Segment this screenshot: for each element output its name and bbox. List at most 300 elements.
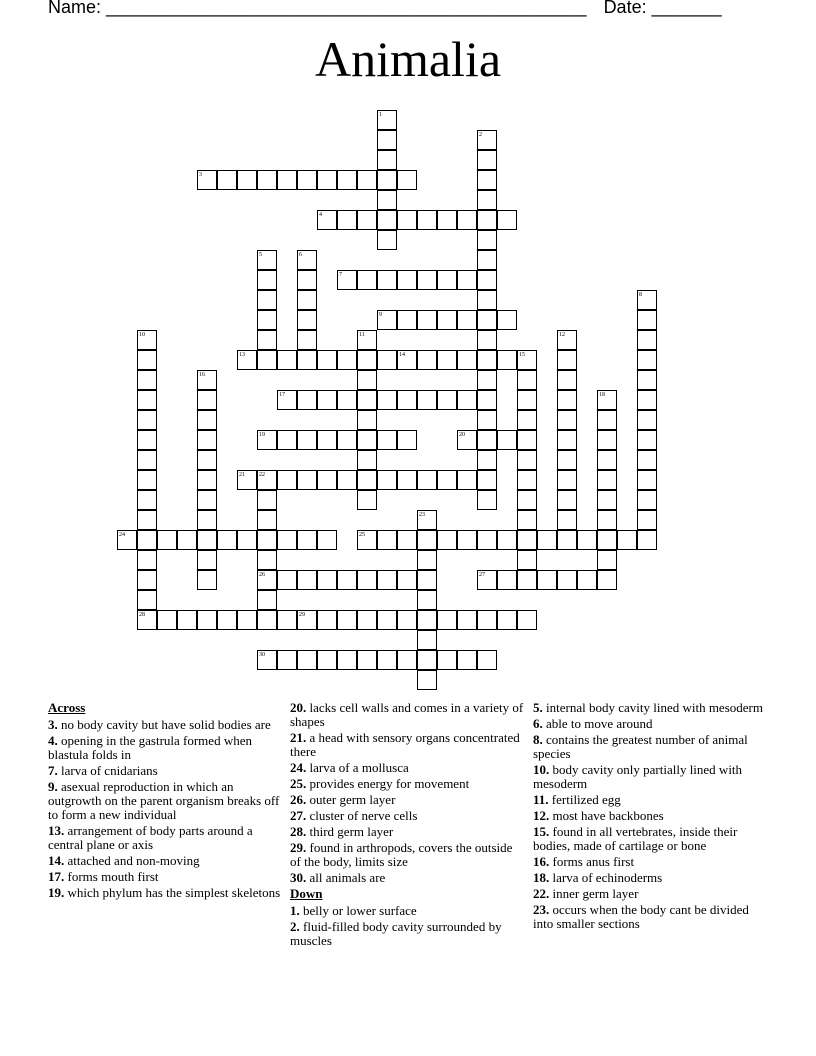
grid-cell[interactable]: [237, 170, 257, 190]
grid-cell[interactable]: [257, 290, 277, 310]
grid-cell[interactable]: [377, 150, 397, 170]
grid-cell[interactable]: [277, 470, 297, 490]
grid-cell[interactable]: [417, 610, 437, 630]
grid-cell[interactable]: [397, 210, 417, 230]
grid-cell[interactable]: [417, 650, 437, 670]
grid-cell[interactable]: [437, 470, 457, 490]
grid-cell[interactable]: [197, 450, 217, 470]
grid-cell[interactable]: [397, 430, 417, 450]
grid-cell[interactable]: [597, 470, 617, 490]
clue-number: 6.: [533, 716, 543, 731]
grid-cell[interactable]: [477, 290, 497, 310]
grid-cell[interactable]: [137, 470, 157, 490]
down-clue: [533, 871, 769, 885]
grid-cell[interactable]: [557, 450, 577, 470]
grid-cell[interactable]: [277, 650, 297, 670]
clue-text: which phylum has the simplest skeletons: [64, 885, 281, 900]
grid-cell[interactable]: [257, 310, 277, 330]
grid-cell[interactable]: [597, 550, 617, 570]
grid-cell[interactable]: [297, 170, 317, 190]
grid-cell[interactable]: [337, 430, 357, 450]
grid-cell[interactable]: [597, 570, 617, 590]
down-clue: [533, 763, 769, 791]
grid-cell[interactable]: [197, 510, 217, 530]
grid-cell[interactable]: [497, 210, 517, 230]
grid-cell[interactable]: [437, 350, 457, 370]
clue-number-5-down: 5: [259, 252, 262, 258]
grid-cell[interactable]: [357, 490, 377, 510]
grid-cell[interactable]: [397, 270, 417, 290]
clue-text: opening in the gastrula formed when blastula folds in: [48, 733, 252, 762]
grid-cell[interactable]: [497, 610, 517, 630]
grid-cell[interactable]: [497, 310, 517, 330]
clue-number-10-down: 10: [139, 332, 145, 338]
grid-cell[interactable]: [417, 270, 437, 290]
grid-cell[interactable]: [257, 350, 277, 370]
clue-number: 8.: [533, 732, 543, 747]
grid-cell[interactable]: [557, 430, 577, 450]
clue-number-6-down: 6: [299, 252, 302, 258]
grid-cell[interactable]: [317, 350, 337, 370]
grid-cell[interactable]: [397, 470, 417, 490]
grid-cell[interactable]: [617, 530, 637, 550]
grid-cell[interactable]: [417, 570, 437, 590]
grid-cell[interactable]: [257, 510, 277, 530]
grid-cell[interactable]: [477, 330, 497, 350]
grid-cell[interactable]: [137, 410, 157, 430]
clue-number-19-across: 19: [259, 432, 265, 438]
grid-cell[interactable]: [397, 570, 417, 590]
grid-cell[interactable]: [477, 230, 497, 250]
grid-cell[interactable]: [377, 470, 397, 490]
grid-cell[interactable]: [377, 570, 397, 590]
grid-cell[interactable]: [137, 390, 157, 410]
grid-cell[interactable]: [637, 490, 657, 510]
grid-cell[interactable]: [597, 490, 617, 510]
grid-cell[interactable]: [357, 350, 377, 370]
grid-cell[interactable]: [477, 490, 497, 510]
across-clue: [290, 841, 526, 869]
grid-cell[interactable]: [217, 170, 237, 190]
grid-cell[interactable]: [337, 390, 357, 410]
grid-cell[interactable]: [197, 430, 217, 450]
grid-cell[interactable]: [477, 370, 497, 390]
grid-cell[interactable]: [477, 450, 497, 470]
grid-cell[interactable]: [257, 610, 277, 630]
down-clue: [533, 733, 769, 761]
grid-cell[interactable]: [137, 490, 157, 510]
clue-number: 29.: [290, 840, 307, 855]
grid-cell[interactable]: [297, 650, 317, 670]
grid-cell[interactable]: [397, 310, 417, 330]
clue-number-13-across: 13: [239, 352, 245, 358]
grid-cell[interactable]: [297, 270, 317, 290]
grid-cell[interactable]: [457, 270, 477, 290]
grid-cell[interactable]: [637, 310, 657, 330]
grid-cell[interactable]: [137, 450, 157, 470]
grid-cell[interactable]: [477, 470, 497, 490]
clue-number-14-across: 14: [399, 352, 405, 358]
grid-cell[interactable]: [257, 530, 277, 550]
grid-cell[interactable]: [137, 350, 157, 370]
grid-cell[interactable]: [417, 590, 437, 610]
clue-number: 3.: [48, 717, 58, 732]
grid-cell[interactable]: [377, 390, 397, 410]
grid-cell[interactable]: [597, 450, 617, 470]
grid-cell[interactable]: [577, 570, 597, 590]
grid-cell[interactable]: [477, 190, 497, 210]
grid-cell[interactable]: [197, 490, 217, 510]
grid-cell[interactable]: [397, 610, 417, 630]
clue-number-27-across: 27: [479, 572, 485, 578]
name-label: Name:: [48, 0, 102, 17]
grid-cell[interactable]: [457, 310, 477, 330]
grid-cell[interactable]: [557, 510, 577, 530]
clue-text: outer germ layer: [306, 792, 396, 807]
grid-cell[interactable]: [517, 610, 537, 630]
grid-cell[interactable]: [217, 610, 237, 630]
grid-cell[interactable]: [357, 570, 377, 590]
grid-cell[interactable]: [317, 570, 337, 590]
grid-cell[interactable]: [597, 430, 617, 450]
clue-text: a head with sensory organs concentrated there: [290, 730, 520, 759]
grid-cell[interactable]: [157, 610, 177, 630]
grid-cell[interactable]: [137, 590, 157, 610]
clue-number-8-down: 8: [639, 292, 642, 298]
grid-cell[interactable]: [557, 410, 577, 430]
grid-cell[interactable]: [297, 530, 317, 550]
grid-cell[interactable]: [437, 610, 457, 630]
clue-number: 2.: [290, 919, 300, 934]
grid-cell[interactable]: [397, 650, 417, 670]
grid-cell[interactable]: [517, 470, 537, 490]
grid-cell[interactable]: [357, 650, 377, 670]
grid-cell[interactable]: [637, 470, 657, 490]
grid-cell[interactable]: [417, 390, 437, 410]
grid-cell[interactable]: [437, 390, 457, 410]
grid-cell[interactable]: [437, 650, 457, 670]
grid-cell[interactable]: [477, 530, 497, 550]
grid-cell[interactable]: [477, 150, 497, 170]
grid-cell[interactable]: [357, 210, 377, 230]
grid-cell[interactable]: [477, 310, 497, 330]
grid-cell[interactable]: [477, 390, 497, 410]
grid-cell[interactable]: [317, 430, 337, 450]
clue-number: 11.: [533, 792, 549, 807]
grid-cell[interactable]: [297, 390, 317, 410]
down-clue: [290, 904, 526, 918]
grid-cell[interactable]: [377, 190, 397, 210]
grid-cell[interactable]: [517, 570, 537, 590]
grid-cell[interactable]: [557, 570, 577, 590]
grid-cell[interactable]: [557, 350, 577, 370]
grid-cell[interactable]: [477, 270, 497, 290]
grid-cell[interactable]: [277, 570, 297, 590]
clue-number: 5.: [533, 700, 543, 715]
clue-number-2-down: 2: [479, 132, 482, 138]
clue-number: 22.: [533, 886, 550, 901]
across-clue: [48, 824, 284, 852]
grid-cell[interactable]: [597, 410, 617, 430]
grid-cell[interactable]: [197, 550, 217, 570]
grid-cell[interactable]: [137, 530, 157, 550]
grid-cell[interactable]: [457, 530, 477, 550]
grid-cell[interactable]: [137, 550, 157, 570]
across-clue: [48, 764, 284, 778]
grid-cell[interactable]: [457, 390, 477, 410]
clue-text: most have backbones: [549, 808, 664, 823]
grid-cell[interactable]: [517, 370, 537, 390]
grid-cell[interactable]: [537, 530, 557, 550]
grid-cell[interactable]: [357, 470, 377, 490]
grid-cell[interactable]: [457, 650, 477, 670]
grid-cell[interactable]: [417, 470, 437, 490]
grid-cell[interactable]: [337, 210, 357, 230]
grid-cell[interactable]: [517, 510, 537, 530]
grid-cell[interactable]: [597, 510, 617, 530]
grid-cell[interactable]: [417, 670, 437, 690]
grid-cell[interactable]: [477, 250, 497, 270]
grid-cell[interactable]: [637, 350, 657, 370]
clue-text: third germ layer: [306, 824, 394, 839]
clue-number: 4.: [48, 733, 58, 748]
grid-cell[interactable]: [337, 470, 357, 490]
grid-cell[interactable]: [357, 370, 377, 390]
grid-cell[interactable]: [637, 530, 657, 550]
grid-cell[interactable]: [137, 430, 157, 450]
grid-cell[interactable]: [317, 470, 337, 490]
clue-number: 16.: [533, 854, 550, 869]
clue-number-26-across: 26: [259, 572, 265, 578]
clue-number: 19.: [48, 885, 65, 900]
clue-number-7-across: 7: [339, 272, 342, 278]
down-clue: [533, 887, 769, 901]
grid-cell[interactable]: [437, 530, 457, 550]
grid-cell[interactable]: [137, 370, 157, 390]
across-clue: [290, 777, 526, 791]
grid-cell[interactable]: [497, 530, 517, 550]
clue-number-3-across: 3: [199, 172, 202, 178]
grid-cell[interactable]: [197, 530, 217, 550]
grid-cell[interactable]: [557, 390, 577, 410]
grid-cell[interactable]: [157, 530, 177, 550]
grid-cell[interactable]: [637, 450, 657, 470]
grid-cell[interactable]: [357, 450, 377, 470]
grid-cell[interactable]: [517, 530, 537, 550]
grid-cell[interactable]: [437, 310, 457, 330]
grid-cell[interactable]: [337, 170, 357, 190]
grid-cell[interactable]: [637, 370, 657, 390]
grid-cell[interactable]: [377, 130, 397, 150]
date-label: Date:: [603, 0, 647, 17]
grid-cell[interactable]: [337, 650, 357, 670]
grid-cell[interactable]: [197, 390, 217, 410]
grid-cell[interactable]: [377, 170, 397, 190]
grid-cell[interactable]: [517, 390, 537, 410]
grid-cell[interactable]: [257, 550, 277, 570]
grid-cell[interactable]: [517, 410, 537, 430]
grid-cell[interactable]: [477, 610, 497, 630]
grid-cell[interactable]: [197, 410, 217, 430]
grid-cell[interactable]: [577, 530, 597, 550]
grid-cell[interactable]: [257, 330, 277, 350]
grid-cell[interactable]: [417, 350, 437, 370]
grid-cell[interactable]: [417, 630, 437, 650]
grid-cell[interactable]: [297, 570, 317, 590]
clue-text: internal body cavity lined with mesoderm: [542, 700, 763, 715]
across-clue: [290, 793, 526, 807]
grid-cell[interactable]: [537, 570, 557, 590]
clue-text: lacks cell walls and comes in a variety of shapes: [290, 700, 524, 729]
clue-number-1-down: 1: [379, 112, 382, 118]
grid-cell[interactable]: [217, 530, 237, 550]
grid-cell[interactable]: [517, 430, 537, 450]
grid-cell[interactable]: [337, 570, 357, 590]
grid-cell[interactable]: [277, 350, 297, 370]
grid-cell[interactable]: [317, 530, 337, 550]
grid-cell[interactable]: [357, 170, 377, 190]
grid-cell[interactable]: [437, 210, 457, 230]
grid-cell[interactable]: [297, 350, 317, 370]
grid-cell[interactable]: [337, 610, 357, 630]
grid-cell[interactable]: [637, 410, 657, 430]
grid-cell[interactable]: [457, 470, 477, 490]
grid-cell[interactable]: [497, 570, 517, 590]
grid-cell[interactable]: [557, 490, 577, 510]
grid-cell[interactable]: [637, 430, 657, 450]
grid-cell[interactable]: [477, 350, 497, 370]
clue-column-1: [48, 701, 284, 902]
grid-cell[interactable]: [377, 530, 397, 550]
grid-cell[interactable]: [477, 650, 497, 670]
grid-cell[interactable]: [557, 370, 577, 390]
clue-number: 24.: [290, 760, 307, 775]
grid-cell[interactable]: [357, 270, 377, 290]
clue-column-3: [533, 701, 769, 933]
grid-cell[interactable]: [377, 230, 397, 250]
grid-cell[interactable]: [297, 290, 317, 310]
grid-cell[interactable]: [257, 590, 277, 610]
grid-cell[interactable]: [317, 390, 337, 410]
grid-cell[interactable]: [637, 390, 657, 410]
grid-cell[interactable]: [517, 550, 537, 570]
grid-cell[interactable]: [437, 270, 457, 290]
grid-cell[interactable]: [237, 530, 257, 550]
grid-cell[interactable]: [237, 610, 257, 630]
grid-cell[interactable]: [457, 350, 477, 370]
grid-cell[interactable]: [297, 430, 317, 450]
grid-cell[interactable]: [417, 210, 437, 230]
grid-cell[interactable]: [417, 530, 437, 550]
grid-cell[interactable]: [257, 490, 277, 510]
grid-cell[interactable]: [197, 570, 217, 590]
grid-cell[interactable]: [557, 530, 577, 550]
grid-cell[interactable]: [637, 510, 657, 530]
grid-cell[interactable]: [457, 210, 477, 230]
clue-number-18-down: 18: [599, 392, 605, 398]
clue-number-15-down: 15: [519, 352, 525, 358]
across-clue: [290, 701, 526, 729]
down-clue: [533, 701, 769, 715]
grid-cell[interactable]: [397, 390, 417, 410]
grid-cell[interactable]: [277, 430, 297, 450]
grid-cell[interactable]: [377, 610, 397, 630]
name-blank: ________________________________________________: [106, 0, 587, 17]
clue-text: attached and non-moving: [64, 853, 200, 868]
grid-cell[interactable]: [477, 170, 497, 190]
grid-cell[interactable]: [557, 470, 577, 490]
clue-number: 17.: [48, 869, 65, 884]
grid-cell[interactable]: [277, 530, 297, 550]
grid-cell[interactable]: [357, 430, 377, 450]
grid-cell[interactable]: [377, 650, 397, 670]
grid-cell[interactable]: [177, 610, 197, 630]
across-clue: [290, 825, 526, 839]
clue-number: 10.: [533, 762, 550, 777]
across-clue: [290, 761, 526, 775]
grid-cell[interactable]: [317, 170, 337, 190]
clue-text: all animals are: [306, 870, 386, 885]
grid-cell[interactable]: [357, 610, 377, 630]
grid-cell[interactable]: [497, 350, 517, 370]
grid-cell[interactable]: [597, 530, 617, 550]
grid-cell[interactable]: [397, 170, 417, 190]
grid-cell[interactable]: [377, 350, 397, 370]
grid-cell[interactable]: [257, 270, 277, 290]
grid-cell[interactable]: [257, 170, 277, 190]
grid-cell[interactable]: [517, 490, 537, 510]
grid-cell[interactable]: [337, 350, 357, 370]
down-heading: Down: [290, 886, 323, 901]
clue-text: larva of a mollusca: [306, 760, 409, 775]
page-title: Animalia: [314, 31, 502, 87]
across-clue: [290, 871, 526, 885]
grid-cell[interactable]: [417, 550, 437, 570]
grid-cell[interactable]: [377, 430, 397, 450]
grid-cell[interactable]: [277, 170, 297, 190]
grid-cell[interactable]: [197, 470, 217, 490]
grid-cell[interactable]: [457, 610, 477, 630]
grid-cell[interactable]: [137, 510, 157, 530]
grid-cell[interactable]: [197, 610, 217, 630]
grid-cell[interactable]: [297, 310, 317, 330]
grid-cell[interactable]: [497, 430, 517, 450]
grid-cell[interactable]: [137, 570, 157, 590]
clue-text: asexual reproduction in which an outgrowth on the parent organism breaks off to form a new individual: [48, 779, 280, 822]
grid-cell[interactable]: [177, 530, 197, 550]
clue-text: larva of cnidarians: [57, 763, 158, 778]
grid-cell[interactable]: [297, 330, 317, 350]
grid-cell[interactable]: [277, 610, 297, 630]
grid-cell[interactable]: [477, 430, 497, 450]
clue-text: contains the greatest number of animal species: [533, 732, 748, 761]
grid-cell[interactable]: [477, 410, 497, 430]
grid-cell[interactable]: [397, 530, 417, 550]
grid-cell[interactable]: [357, 410, 377, 430]
clue-number: 27.: [290, 808, 307, 823]
grid-cell[interactable]: [477, 210, 497, 230]
grid-cell[interactable]: [317, 610, 337, 630]
grid-cell[interactable]: [357, 390, 377, 410]
grid-cell[interactable]: [637, 330, 657, 350]
grid-cell[interactable]: [377, 210, 397, 230]
grid-cell[interactable]: [417, 310, 437, 330]
across-clue: [48, 780, 284, 822]
grid-cell[interactable]: [317, 650, 337, 670]
grid-cell[interactable]: [517, 450, 537, 470]
grid-cell[interactable]: [297, 470, 317, 490]
grid-cell[interactable]: [377, 270, 397, 290]
